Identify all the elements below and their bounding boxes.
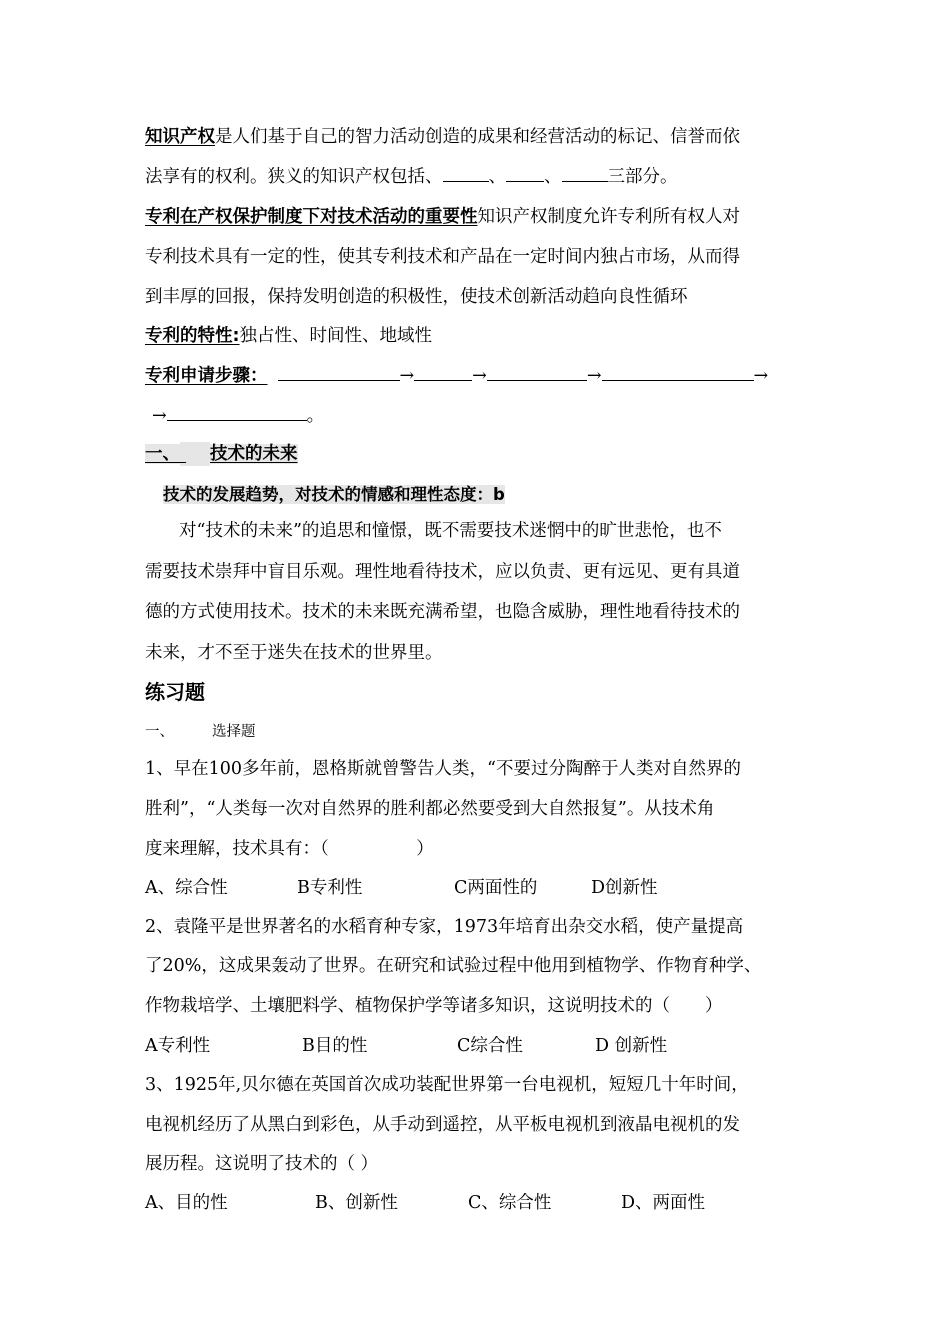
q3-line1: 3、1925年,贝尔德在英国首次成功装配世界第一台电视机，短短几十年时间，	[145, 1075, 749, 1095]
q1-option-a[interactable]: A、综合性	[145, 878, 228, 898]
subheading-text: 技术的发展趋势，对技术的情感和理性态度：b	[163, 485, 505, 504]
patent-traits-text: 独占性、时间性、地域性	[239, 326, 432, 346]
q2-option-a[interactable]: A专利性	[145, 1036, 211, 1056]
q1-line1: 1、早在100多年前，恩格斯就曾警告人类，“不要过分陶醉于人类对自然界的	[145, 759, 741, 779]
q3-line3: 展历程。这说明了技术的（ ）	[145, 1154, 379, 1174]
q1-options	[145, 876, 658, 900]
section-number: 一、	[145, 444, 180, 464]
subheading	[163, 483, 505, 507]
q3-option-b[interactable]: B、创新性	[315, 1193, 398, 1213]
patent-importance-text1: 知识产权制度允许专利所有权人对	[477, 207, 740, 227]
ip-definition-line2	[145, 165, 678, 189]
patent-steps-line2	[152, 404, 324, 428]
patent-importance-line3: 到丰厚的回报，保持发明创造的积极性，使技术创新活动趋向良性循环	[145, 287, 688, 307]
ip-definition-line1	[145, 125, 740, 149]
step-arrow-2: →	[472, 366, 487, 386]
ip-term: 知识产权	[145, 127, 215, 147]
step-blank-3	[487, 364, 587, 381]
q2-line3: 作物栽培学、土壤肥料学、植物保护学等诸多知识，这说明技术的（ ）	[145, 996, 723, 1016]
step-arrow-4: →	[753, 366, 769, 386]
q2-line2: 了20%，这成果轰动了世界。在研究和试验过程中他用到植物学、作物育种学、	[145, 956, 762, 976]
q2-option-d[interactable]: D 创新性	[595, 1036, 668, 1056]
q3-option-a[interactable]: A、目的性	[145, 1193, 228, 1213]
step-blank-2	[414, 364, 472, 381]
q2-line1: 2、袁隆平是世界著名的水稻育种专家，1973年培育出杂交水稻，使产量提高	[145, 917, 744, 937]
future-para-line2: 需要技术崇拜中盲目乐观。理性地看待技术，应以负责、更有远见、更有具道	[145, 562, 740, 582]
patent-traits-heading: 专利的特性:	[145, 326, 240, 346]
section-title: 技术的未来	[210, 444, 298, 464]
patent-importance-line1	[145, 205, 740, 229]
ip-blank-1	[443, 165, 489, 182]
q1-option-b[interactable]: B专利性	[297, 878, 363, 898]
section-future-heading	[145, 442, 298, 466]
q3-options	[145, 1191, 705, 1215]
q2-option-c[interactable]: C综合性	[457, 1036, 523, 1056]
step-blank-1	[278, 364, 400, 381]
patent-traits	[145, 324, 432, 348]
q3-line2: 电视机经历了从黑白到彩色，从手动到遥控，从平板电视机到液晶电视机的发	[145, 1115, 740, 1135]
section-gap	[180, 442, 210, 466]
q2-option-b[interactable]: B目的性	[302, 1036, 368, 1056]
step-arrow-1: →	[399, 366, 415, 386]
exercises-title: 练习题	[145, 680, 205, 704]
q1-line3: 度来理解，技术具有：（ ）	[145, 839, 434, 859]
ip-blank-3	[562, 165, 608, 182]
patent-steps-heading: 专利申请步骤：	[145, 366, 268, 386]
q3-option-d[interactable]: D、两面性	[621, 1193, 706, 1213]
ip-sep-1: 、	[488, 167, 506, 187]
future-para-line4: 未来，才不至于迷失在技术的世界里。	[145, 643, 443, 663]
step-end: 。	[306, 406, 325, 426]
step-arrow-5: →	[152, 406, 167, 426]
q1-option-d[interactable]: D创新性	[591, 878, 658, 898]
patent-importance-line2: 专利技术具有一定的性，使其专利技术和产品在一定时间内独占市场，从而得	[145, 247, 740, 267]
q2-options	[145, 1034, 667, 1058]
exercise-section-title: 选择题	[212, 724, 256, 740]
q1-option-c[interactable]: C两面性的	[454, 878, 538, 898]
future-para-line3: 德的方式使用技术。技术的未来既充满希望，也隐含威胁，理性地看待技术的	[145, 602, 740, 622]
patent-steps-line1	[145, 364, 768, 388]
step-blank-4	[602, 364, 754, 381]
step-blank-5	[167, 404, 307, 421]
ip-def-text2: 法享有的权利。狭义的知识产权包括、	[145, 167, 443, 187]
step-arrow-3: →	[586, 366, 602, 386]
exercise-section	[145, 720, 256, 744]
ip-sep-2: 、	[544, 167, 562, 187]
ip-def-end: 三部分。	[607, 167, 678, 187]
future-para-line1: 对“技术的未来”的追思和憧憬，既不需要技术迷惘中的旷世悲怆，也不	[179, 521, 722, 541]
ip-def-text1: 是人们基于自己的智力活动创造的成果和经营活动的标记、信誉而依	[215, 127, 740, 147]
patent-importance-heading: 专利在产权保护制度下对技术活动的重要性	[145, 207, 478, 227]
ip-blank-2	[506, 165, 544, 182]
exercise-section-number: 一、	[145, 724, 174, 740]
q1-line2: 胜利”，“人类每一次对自然界的胜利都必然要受到大自然报复”。从技术角	[145, 799, 715, 819]
q3-option-c[interactable]: C、综合性	[468, 1193, 552, 1213]
